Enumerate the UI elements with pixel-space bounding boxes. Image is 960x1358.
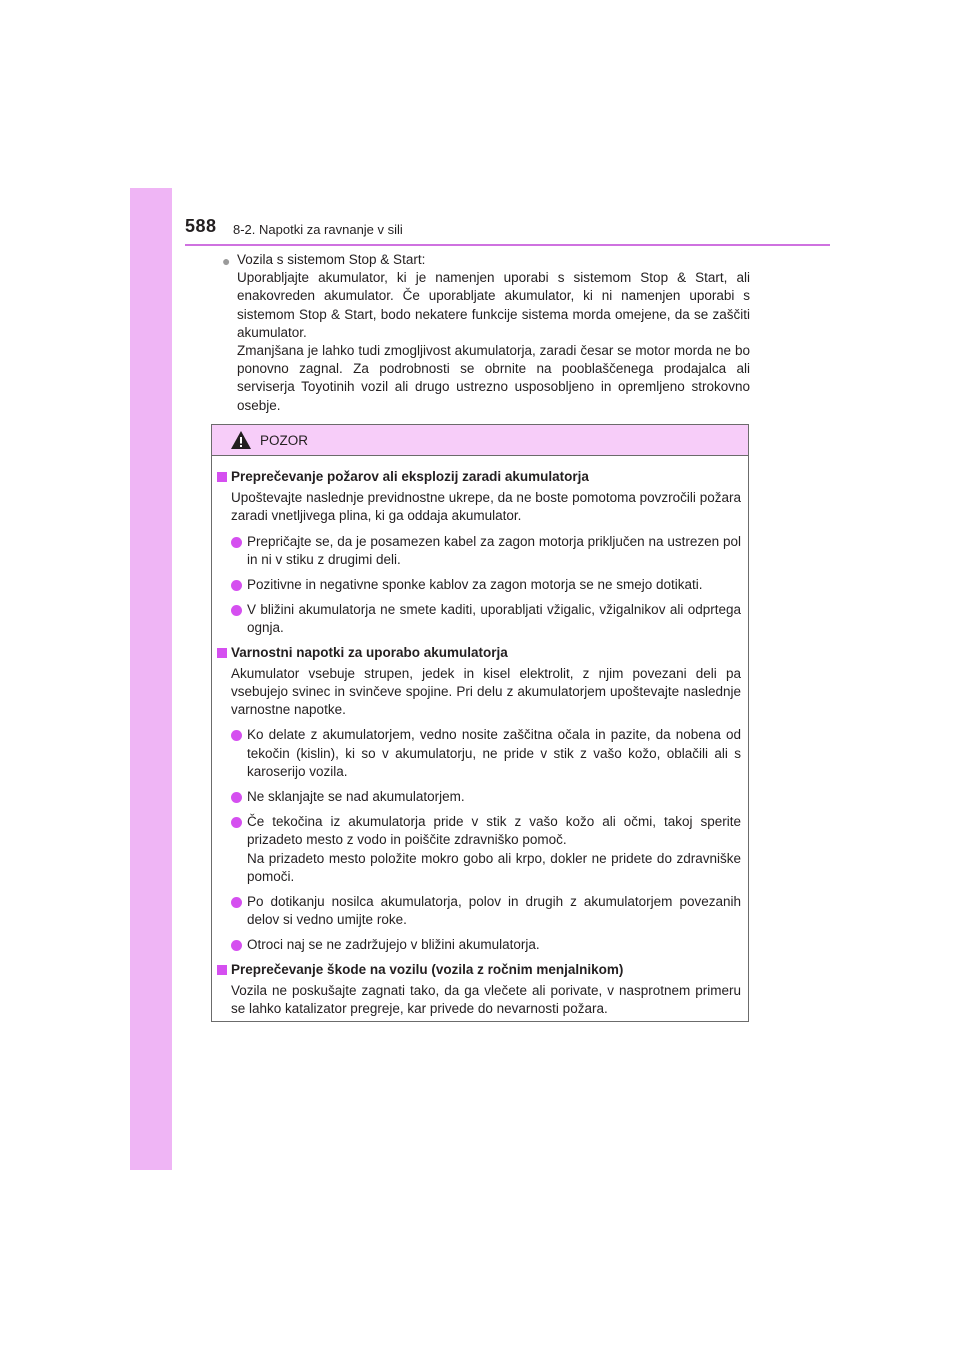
round-bullet-icon bbox=[231, 730, 242, 741]
warning-title: POZOR bbox=[260, 433, 309, 448]
list-item: Prepričajte se, da je posamezen kabel za zagon motorja priključen na ustrezen pol in ni v stiku z drugimi deli. bbox=[217, 533, 741, 569]
round-bullet-icon bbox=[231, 940, 242, 951]
header-divider bbox=[185, 244, 830, 246]
round-bullet-icon bbox=[231, 580, 242, 591]
warning-body bbox=[212, 456, 748, 1018]
section-title: 8-2. Napotki za ravnanje v sili bbox=[233, 222, 403, 237]
grey-bullet-icon: ● bbox=[222, 253, 231, 269]
list-item: Ne sklanjajte se nad akumulatorjem. bbox=[217, 788, 741, 806]
warning-header bbox=[212, 425, 748, 456]
round-bullet-icon bbox=[231, 792, 242, 803]
round-bullet-icon bbox=[231, 817, 242, 828]
warning-section bbox=[217, 961, 741, 1019]
intro-block bbox=[222, 251, 750, 415]
round-bullet-icon bbox=[231, 605, 242, 616]
list-item: Po dotikanju nosilca akumulatorja, polov in drugih z akumulatorjem povezanih delov si vedno umijte roke. bbox=[217, 893, 741, 929]
section-heading: Varnostni napotki za uporabo akumulatorja bbox=[217, 644, 741, 662]
warning-section bbox=[217, 468, 741, 638]
square-bullet-icon bbox=[217, 648, 227, 658]
section-heading: Preprečevanje požarov ali eksplozij zaradi akumulatorja bbox=[217, 468, 741, 486]
list-item: Če tekočina iz akumulatorja pride v stik z vašo kožo ali očmi, takoj sperite prizadeto mesto z vodo in poiščite zdravniško pomoč. Na prizadeto mesto položite mokro gobo ali krpo, dokler ne pridete do zdravniške pomoči. bbox=[217, 813, 741, 886]
list-item: Ko delate z akumulatorjem, vedno nosite zaščitna očala in pazite, da nobena od tekočin (kislin), ki so v akumulatorju, ne pride v stik z vašo kožo, oblačili ali s karoserijo vozila. bbox=[217, 726, 741, 781]
warning-section bbox=[217, 644, 741, 955]
warning-triangle-icon bbox=[230, 430, 252, 450]
chapter-sidebar-tab bbox=[130, 188, 172, 1170]
section-description: Vozila ne poskušajte zagnati tako, da ga vlečete ali porivate, v nasprotnem primeru se lahko katalizator pregreje, kar privede do nevarnosti požara. bbox=[231, 982, 741, 1017]
round-bullet-icon bbox=[231, 897, 242, 908]
square-bullet-icon bbox=[217, 472, 227, 482]
section-description: Akumulator vsebuje strupen, jedek in kisel elektrolit, z njim povezani deli pa vsebujejo svinec in svinčeve spojine. Pri delu z akumulatorjem upoštevajte naslednje varnostne napotke. bbox=[231, 665, 741, 718]
intro-title: Vozila s sistemom Stop & Start: bbox=[237, 252, 426, 267]
list-item: Otroci naj se ne zadržujejo v bližini akumulatorja. bbox=[217, 936, 741, 954]
section-heading: Preprečevanje škode na vozilu (vozila z ročnim menjalnikom) bbox=[217, 961, 741, 979]
square-bullet-icon bbox=[217, 965, 227, 975]
section-description: Upoštevajte naslednje previdnostne ukrepe, da ne boste pomotoma povzročili požara zaradi vnetljivega plina, ki ga oddaja akumulator. bbox=[231, 490, 741, 524]
page-number: 588 bbox=[185, 216, 217, 236]
intro-paragraph: Uporabljajte akumulator, ki je namenjen uporabi s sistemom Stop & Start, ali enakovreden akumulator. Če uporabljate akumulator, ki ni namenjen uporabi s sistemom Stop & Start, bodo nekatere funkcije sistema morda omejene, da se zaščiti akumulator. bbox=[237, 270, 750, 340]
intro-paragraph: Zmanjšana je lahko tudi zmogljivost akumulatorja, zaradi česar se motor morda ne bo ponovno zagnal. Za podrobnosti se obrnite na pooblaščenega prodajalca ali serviserja Toyotinih vozil ali drugo ustrezno usposobljeno in opremljeno strokovno osebje. bbox=[237, 343, 750, 413]
warning-box bbox=[211, 424, 749, 1022]
list-item: V bližini akumulatorja ne smete kaditi, uporabljati vžigalic, vžigalnikov ali odprtega ognja. bbox=[217, 601, 741, 637]
list-item: Pozitivne in negativne sponke kablov za zagon motorja se ne smejo dotikati. bbox=[217, 576, 741, 594]
round-bullet-icon bbox=[231, 537, 242, 548]
